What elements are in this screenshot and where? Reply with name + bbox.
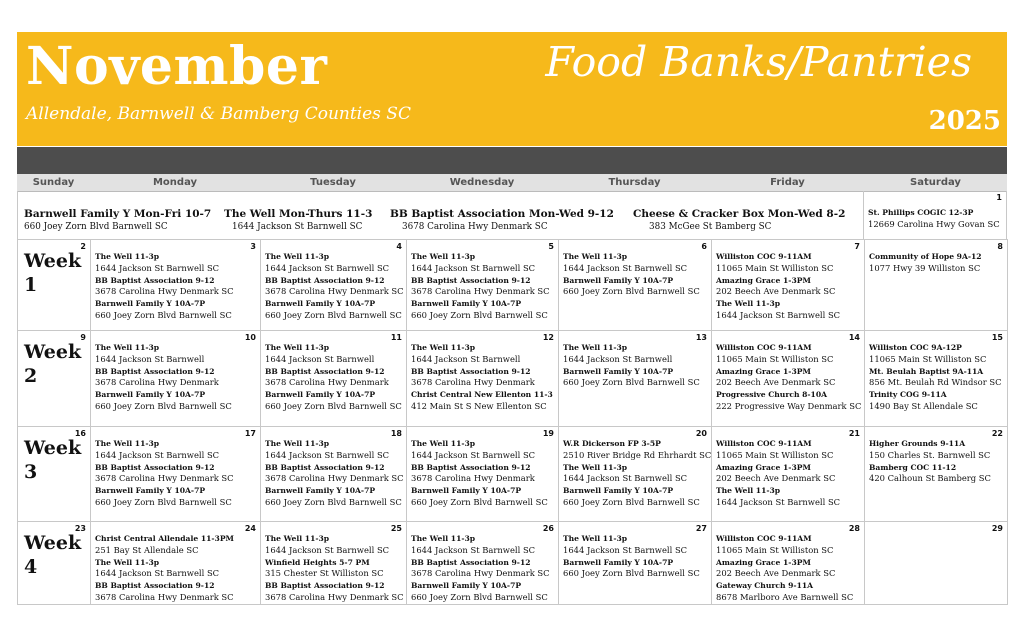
pantry-name: The Well 11-3p <box>411 252 476 261</box>
pantry-address: 1644 Jackson St Barnwell <box>411 353 521 364</box>
pantry-address: 660 Joey Zorn Blvd Barnwell SC <box>563 496 700 507</box>
pantry-address: 660 Joey Zorn Blvd Barnwell SC <box>95 400 232 411</box>
pantry-name: Bamberg COC 11-12 <box>869 462 957 472</box>
day-cell <box>261 331 407 426</box>
day-number: 11 <box>390 333 402 342</box>
pantry-address: 1644 Jackson St Barnwell SC <box>95 449 220 460</box>
day-cell <box>712 240 865 330</box>
divider-bar <box>17 147 1007 174</box>
day-number: 16 <box>74 429 86 438</box>
pantry-name: Williston COC 9-11AM <box>716 534 812 543</box>
pantry-address: 660 Joey Zorn Blvd Barnwell SC <box>95 309 232 320</box>
pantry-name: The Well 11-3p <box>265 439 330 448</box>
hours-entry: Barnwell Family Y Mon-Fri 10-7 660 Joey Zorn Blvd Barnwell SC <box>24 208 212 232</box>
pantry-address: 11065 Main St Williston SC <box>869 353 987 364</box>
pantry-address: 660 Joey Zorn Blvd Barnwell SC <box>95 496 232 507</box>
pantry-name: Barnwell Family Y 10A-7P <box>563 557 674 567</box>
day-number: 19 <box>542 429 554 438</box>
pantry-address: 3678 Carolina Hwy Denmark <box>95 377 219 388</box>
pantry-address: 660 Joey Zorn Blvd Barnwell SC <box>411 309 548 320</box>
pantry-address: 3678 Carolina Hwy Denmark SC <box>265 286 404 297</box>
day-number: 8 <box>997 242 1003 251</box>
day-header: Thursday <box>608 177 661 188</box>
hours-entry: Cheese & Cracker Box Mon-Wed 8-2 383 McGee St Bamberg SC <box>633 208 846 232</box>
day-cell <box>559 331 712 426</box>
week-row <box>18 331 1008 427</box>
pantry-name: BB Baptist Association 9-12 <box>265 275 385 285</box>
pantry-name: Community of Hope 9A-12 <box>869 252 982 261</box>
pantry-name: BB Baptist Association 9-12 <box>265 462 385 472</box>
pantry-address: 660 Joey Zorn Blvd Barnwell SC <box>265 496 402 507</box>
pantry-name: Barnwell Family Y 10A-7P <box>265 390 376 400</box>
pantry-name: Barnwell Family Y 10A-7P <box>265 486 376 496</box>
day-number: 20 <box>695 429 707 438</box>
week-label: Week 3 <box>24 437 82 483</box>
pantry-address: 660 Joey Zorn Blvd Barnwell SC <box>563 377 700 388</box>
pantry-address: 660 Joey Zorn Blvd Barnwell SC <box>411 496 548 507</box>
pantry-name: The Well 11-3p <box>265 252 330 261</box>
pantry-address: 1644 Jackson St Barnwell SC <box>265 449 390 460</box>
hours-entry: The Well Mon-Thurs 11-3 1644 Jackson St Barnwell SC <box>224 208 373 232</box>
pantry-name: BB Baptist Association 9-12 <box>95 462 215 472</box>
calendar-grid <box>17 191 1008 605</box>
pantry-address: 1644 Jackson St Barnwell SC <box>563 544 688 555</box>
day-number: 5 <box>548 242 554 251</box>
pantry-address: 150 Charles St. Barnwell SC <box>869 449 991 460</box>
pantry-name: Amazing Grace 1-3PM <box>716 366 811 376</box>
pantry-name: Christ Central New Ellenton 11-3 <box>411 390 553 400</box>
day-number: 29 <box>991 524 1003 533</box>
pantry-name: The Well 11-3p <box>716 299 781 309</box>
pantry-address: 660 Joey Zorn Blvd Barnwell SC <box>265 309 402 320</box>
pantry-name: The Well 11-3p <box>95 439 160 448</box>
pantry-address: 1644 Jackson St Barnwell SC <box>716 496 841 507</box>
day-cell <box>559 240 712 330</box>
pantry-name: Williston COC 9-11AM <box>716 439 812 448</box>
pantry-name: Barnwell Family Y 10A-7P <box>411 486 522 496</box>
pantry-address: 660 Joey Zorn Blvd Barnwell SC <box>411 591 548 602</box>
pantry-address: 1644 Jackson St Barnwell SC <box>411 544 536 555</box>
pantry-name: Barnwell Family Y 10A-7P <box>411 581 522 591</box>
day-header: Wednesday <box>449 177 515 188</box>
pantry-address: 3678 Carolina Hwy Denmark <box>411 377 535 388</box>
weekday-hours-banner <box>18 191 864 239</box>
day-number: 18 <box>390 429 402 438</box>
day-cell <box>865 240 1008 330</box>
day-number: 28 <box>848 524 860 533</box>
pantry-address: 1644 Jackson St Barnwell SC <box>95 568 220 579</box>
day-cell <box>261 522 407 604</box>
week-row <box>18 240 1008 331</box>
pantry-name: Higher Grounds 9-11A <box>869 439 966 448</box>
pantry-address: 856 Mt. Beulah Rd Windsor SC <box>869 377 1002 388</box>
day-number: 2 <box>80 242 86 251</box>
pantry-address: 1644 Jackson St Barnwell <box>265 353 375 364</box>
pantry-name: Barnwell Family Y 10A-7P <box>563 275 674 285</box>
pantry-name: The Well 11-3p <box>411 439 476 448</box>
pantry-name: Mt. Beulah Baptist 9A-11A <box>869 366 984 376</box>
pantry-name: Barnwell Family Y 10A-7P <box>95 390 206 400</box>
pantry-address: 251 Bay St Allendale SC <box>95 544 199 555</box>
pantry-name: The Well 11-3p <box>95 557 160 567</box>
pantry-name: Barnwell Family Y 10A-7P <box>411 299 522 309</box>
day-number: 21 <box>848 429 860 438</box>
day-cell <box>91 331 261 426</box>
pantry-name: The Well 11-3p <box>563 534 628 543</box>
top-row <box>18 191 1008 240</box>
day-cell <box>865 427 1008 521</box>
pantry-address: 3678 Carolina Hwy Denmark SC <box>95 591 234 602</box>
pantry-address: 1077 Hwy 39 Williston SC <box>869 262 981 273</box>
pantry-name: BB Baptist Association 9-12 <box>265 366 385 376</box>
pantry-name: BB Baptist Association 9-12 <box>265 581 385 591</box>
week-label: Week 4 <box>24 532 82 578</box>
pantry-name: Barnwell Family Y 10A-7P <box>563 486 674 496</box>
day-cell <box>91 522 261 604</box>
day-number: 17 <box>244 429 256 438</box>
day-cell <box>865 522 1008 604</box>
day-cell <box>712 522 865 604</box>
pantry-name: Williston COC 9-11AM <box>716 252 812 261</box>
day-cell <box>18 522 91 604</box>
day-number: 3 <box>250 242 256 251</box>
pantry-name: Gateway Church 9-11A <box>716 581 814 591</box>
pantry-address: 1644 Jackson St Barnwell SC <box>95 262 220 273</box>
pantry-address: 8678 Marlboro Ave Barnwell SC <box>716 591 854 602</box>
pantry-address: 202 Beech Ave Denmark SC <box>716 568 836 579</box>
pantry-address: 3678 Carolina Hwy Denmark <box>265 377 389 388</box>
counties-subtitle: Allendale, Barnwell & Bamberg Counties SC <box>26 104 411 124</box>
pantry-address: 1644 Jackson St Barnwell SC <box>265 262 390 273</box>
day-number: 10 <box>244 333 256 342</box>
pantry-name: The Well 11-3p <box>95 252 160 261</box>
day-cell <box>261 240 407 330</box>
pantry-address: 11065 Main St Williston SC <box>716 544 834 555</box>
pantry-address: 3678 Carolina Hwy Denmark SC <box>265 473 404 484</box>
hours-entry: BB Baptist Association Mon-Wed 9-12 3678 Carolina Hwy Denmark SC <box>390 208 614 232</box>
pantry-name: Williston COC 9-11AM <box>716 343 812 352</box>
day-number: 24 <box>244 524 256 533</box>
pantry-name: The Well 11-3p <box>563 343 628 352</box>
pantry-name: Christ Central Allendale 11-3PM <box>95 534 234 543</box>
day-number: 12 <box>542 333 554 342</box>
day-cell <box>865 331 1008 426</box>
week-label: Week 2 <box>24 341 82 387</box>
pantry-address: 3678 Carolina Hwy Denmark SC <box>411 286 550 297</box>
pantry-address: 202 Beech Ave Denmark SC <box>716 377 836 388</box>
day-number: 9 <box>80 333 86 342</box>
pantry-address: 660 Joey Zorn Blvd Barnwell SC <box>265 400 402 411</box>
pantry-address: 11065 Main St Williston SC <box>716 353 834 364</box>
week-label: Week 1 <box>24 250 82 296</box>
day-number: 7 <box>854 242 860 251</box>
pantry-name: BB Baptist Association 9-12 <box>95 366 215 376</box>
pantry-name: BB Baptist Association 9-12 <box>95 275 215 285</box>
day-cell <box>407 522 559 604</box>
day-number: 15 <box>991 333 1003 342</box>
pantry-address: 222 Progressive Way Denmark SC <box>716 400 862 411</box>
pantry-name: The Well 11-3p <box>265 343 330 352</box>
day-cell <box>712 427 865 521</box>
pantry-name: Amazing Grace 1-3PM <box>716 275 811 285</box>
pantry-address: 420 Calhoun St Bamberg SC <box>869 473 991 484</box>
pantry-address: 315 Chester St Williston SC <box>265 568 384 579</box>
pantry-name: Barnwell Family Y 10A-7P <box>95 486 206 496</box>
day-number: 27 <box>695 524 707 533</box>
pantry-name: Barnwell Family Y 10A-7P <box>95 299 206 309</box>
pantry-name: Amazing Grace 1-3PM <box>716 557 811 567</box>
day-number: 22 <box>991 429 1003 438</box>
day-header: Saturday <box>910 177 961 188</box>
pantry-address: 3678 Carolina Hwy Denmark SC <box>95 473 234 484</box>
pantry-address: 3678 Carolina Hwy Denmark <box>411 473 535 484</box>
pantry-name: The Well 11-3p <box>411 534 476 543</box>
pantry-name: The Well 11-3p <box>563 462 628 472</box>
pantry-address: 11065 Main St Williston SC <box>716 262 834 273</box>
pantry-name: Amazing Grace 1-3PM <box>716 462 811 472</box>
pantry-address: 11065 Main St Williston SC <box>716 449 834 460</box>
day-cell <box>91 427 261 521</box>
day-cell <box>261 427 407 521</box>
pantry-address: 3678 Carolina Hwy Denmark SC <box>95 286 234 297</box>
pantry-name: BB Baptist Association 9-12 <box>411 557 531 567</box>
pantry-address: 1644 Jackson St Barnwell SC <box>411 262 536 273</box>
pantry-name: W.R Dickerson FP 3-5P <box>563 439 661 448</box>
day-cell <box>407 240 559 330</box>
pantry-name: The Well 11-3p <box>265 534 330 543</box>
pantry-address: 1644 Jackson St Barnwell SC <box>716 309 841 320</box>
day-number: 13 <box>695 333 707 342</box>
pantry-address: 412 Main St S New Ellenton SC <box>411 400 547 411</box>
day-header: Monday <box>152 177 198 188</box>
pantry-name: Winfield Heights 5-7 PM <box>265 557 370 567</box>
pantry-address: 3678 Carolina Hwy Denmark SC <box>265 591 404 602</box>
day-cell <box>18 331 91 426</box>
pantry-address: 2510 River Bridge Rd Ehrhardt SC <box>563 449 712 460</box>
pantry-name: Barnwell Family Y 10A-7P <box>563 366 674 376</box>
pantry-address: 202 Beech Ave Denmark SC <box>716 286 836 297</box>
pantry-name: BB Baptist Association 9-12 <box>411 462 531 472</box>
pantry-address: 660 Joey Zorn Blvd Barnwell SC <box>563 568 700 579</box>
day-cell: 1 St. Phillips COGIC 12-3P 12669 Carolina Hwy Govan SC <box>864 191 1007 239</box>
day-cell <box>559 427 712 521</box>
day-number: 25 <box>390 524 402 533</box>
day-number: 23 <box>74 524 86 533</box>
day-number: 14 <box>848 333 860 342</box>
day-cell <box>407 427 559 521</box>
pantry-address: 1644 Jackson St Barnwell SC <box>265 544 390 555</box>
week-row <box>18 427 1008 522</box>
week-row <box>18 522 1008 605</box>
year-label: 2025 <box>928 106 1001 136</box>
pantry-address: 1644 Jackson St Barnwell SC <box>563 473 688 484</box>
page-title: Food Banks/Pantries <box>545 38 972 86</box>
pantry-name: Williston COC 9A-12P <box>869 343 962 352</box>
day-cell <box>91 240 261 330</box>
pantry-name: Trinity COG 9-11A <box>869 390 947 400</box>
pantry-address: 660 Joey Zorn Blvd Barnwell SC <box>563 286 700 297</box>
pantry-name: BB Baptist Association 9-12 <box>411 275 531 285</box>
day-cell <box>18 240 91 330</box>
day-number: 26 <box>542 524 554 533</box>
pantry-name: The Well 11-3p <box>411 343 476 352</box>
day-number: 6 <box>701 242 707 251</box>
pantry-name: Progressive Church 8-10A <box>716 390 828 400</box>
pantry-name: Barnwell Family Y 10A-7P <box>265 299 376 309</box>
pantry-name: BB Baptist Association 9-12 <box>411 366 531 376</box>
day-header-row <box>17 174 1007 192</box>
day-cell <box>407 331 559 426</box>
day-number: 4 <box>396 242 402 251</box>
day-header: Friday <box>770 177 805 188</box>
pantry-name: The Well 11-3p <box>716 486 781 496</box>
day-header: Tuesday <box>310 177 356 188</box>
pantry-address: 1644 Jackson St Barnwell SC <box>563 262 688 273</box>
pantry-address: 1490 Bay St Allendale SC <box>869 400 978 411</box>
day-cell <box>18 427 91 521</box>
day-header: Sunday <box>32 177 75 188</box>
day-cell <box>712 331 865 426</box>
day-cell <box>559 522 712 604</box>
pantry-name: The Well 11-3p <box>95 343 160 352</box>
month-title: November <box>26 36 328 97</box>
pantry-address: 1644 Jackson St Barnwell SC <box>411 449 536 460</box>
pantry-name: BB Baptist Association 9-12 <box>95 581 215 591</box>
pantry-address: 1644 Jackson St Barnwell <box>95 353 205 364</box>
pantry-address: 1644 Jackson St Barnwell <box>563 353 673 364</box>
pantry-name: The Well 11-3p <box>563 252 628 261</box>
pantry-address: 3678 Carolina Hwy Denmark SC <box>411 568 550 579</box>
pantry-address: 202 Beech Ave Denmark SC <box>716 473 836 484</box>
